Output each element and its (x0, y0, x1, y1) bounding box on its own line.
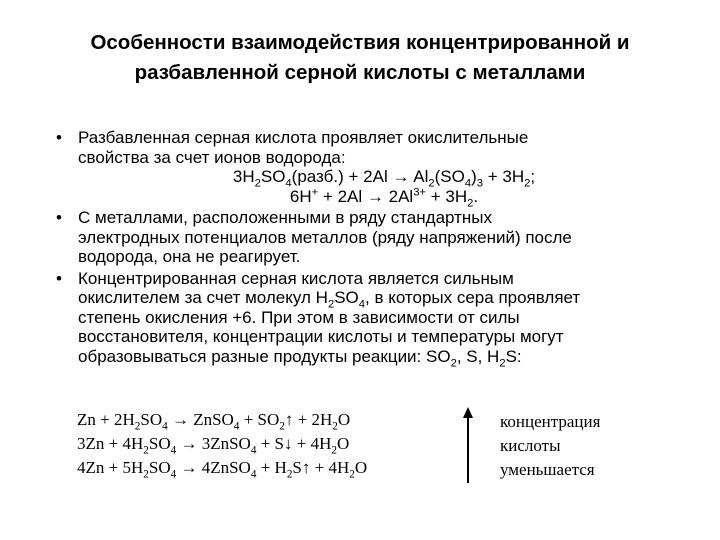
reaction-so2: $Zn + 2H_2SO_4$ → ZnSO$_4$ + $SO_2↑ + 2H_2O$ (77, 410, 351, 433)
concentration-note (500, 410, 660, 482)
up-arrow-icon (458, 405, 478, 485)
bullet-2-line-2: электродных потенциалов металлов (ряду напряжений) после (78, 227, 572, 247)
bullet-3-line-3: степень окисления +6. При этом в зависимости от силы (78, 307, 520, 327)
precipitate-arrow-icon: ↓ (283, 434, 293, 453)
reaction-arrow: → (176, 434, 202, 453)
bullet-2-line-1: С металлами, расположенными в ряду стандартных (78, 208, 493, 227)
bullet-1-line-2: свойства за счет ионов водорода: (78, 147, 346, 167)
bullet-3-line-5: образовываться разные продукты реакции: $SO_2$, S, $H_2S$: (78, 346, 522, 369)
bullet-list (50, 128, 690, 368)
bullet-1-line-1: Разбавленная серная кислота проявляет окислительные (78, 128, 529, 147)
bullet-concentrated-acid (50, 269, 690, 367)
equation-dilute-al: $3H_2SO_4(разб.) + 2Al \to Al_2(SO_4)_3 + 3H_2$; (232, 167, 536, 190)
bullet-2-line-3: водорода, она не реагирует. (78, 247, 301, 266)
gas-arrow-icon: ↑ (301, 458, 311, 477)
reaction-arrow: → (167, 410, 194, 429)
bullet-3-line-4: восстановителя, концентрации кислоты и температуры могут (78, 327, 564, 346)
reaction-arrow: → (366, 186, 384, 206)
slide-title (20, 28, 700, 88)
reaction-s: $3Zn + 4H_2SO_4$ → 3ZnSO$_4$ + S↓ + $4H_2O$ (77, 434, 350, 457)
bullet-dot: • (56, 268, 62, 288)
note-line-1: концентрация (500, 412, 601, 431)
equation-ionic: $6H^+ + 2Al \to 2Al^{3+} + 3H_2$. (289, 185, 479, 209)
gas-arrow-icon: ↑ (284, 410, 294, 429)
note-line-2: кислоты (500, 436, 561, 455)
bullet-3-line-1: Концентрированная серная кислота является сильным (78, 268, 514, 288)
reaction-arrow: → (176, 458, 202, 477)
zinc-reactions (77, 408, 457, 480)
bullet-dot: • (56, 128, 62, 147)
bullet-dilute-acid (50, 128, 690, 209)
bullet-dot: • (56, 208, 62, 227)
note-line-3: уменьшается (500, 460, 595, 479)
bullet-3-line-2: окислителем за счет молекул $H_2SO_4$, в которых сера проявляет (78, 288, 581, 311)
title-line-1: Особенности взаимодействия концентрированной и (90, 31, 630, 54)
reaction-h2s: $4Zn + 5H_2SO_4$ → 4ZnSO$_4$ + $H_2S↑ + 4H_2O$ (77, 458, 368, 481)
reaction-arrow: → (392, 167, 410, 186)
bullet-no-reaction (50, 208, 690, 267)
title-line-2: разбавленной серной кислоты с металлами (134, 61, 586, 84)
